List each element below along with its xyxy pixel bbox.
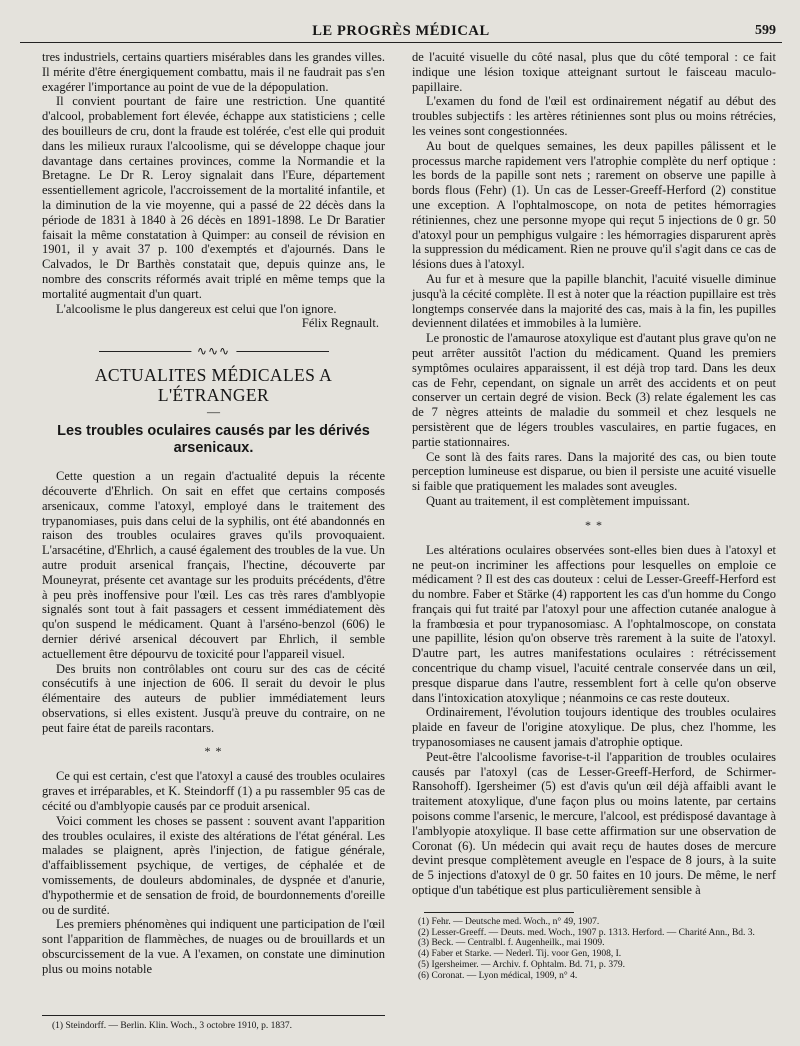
paragraph: Il convient pourtant de faire une restriction. Une quantité d'alcool, probablement fort élevée, échappe aux statisticiens ; celle des bouilleurs de cru, dont la fraude est tolérée, c'est elle qui produit dans les milieux ruraux l'alcoolisme, qui se développe chaque jour davantage dans certaines provinces, comme la Normandie et la Bretagne. Le Dr R. Leroy signalait dans l'Eure, département essentiellement agricole, l'accroissement de la mortalité infantile, et la diminution de la vie moyenne, qui a passé de 22 décès dans la période de 1831 à 1840 à 26 décès en 1891-1898. Le Dr Baratier faisait la même constatation à Quimper: au conseil de révision en 1901, il y avait 37 p. 100 d'exemptés et d'ajournés. Dans le Calvados, le Dr Barthès constatait que, depuis quinze ans, le nombre des conscrits réformés avait triplé en même temps que la mortalité augmentait d'un quart.	[42, 94, 385, 301]
page-header	[20, 20, 782, 43]
asterism-separator: * *	[585, 517, 603, 532]
footnote-item: (5) Igersheimer. — Archiv. f. Ophtalm. Bd. 71, p. 379.	[418, 960, 626, 971]
paragraph: L'alcoolisme le plus dangereux est celui que l'on ignore.	[56, 301, 337, 316]
author-signature: Félix Regnault.	[301, 316, 379, 331]
paragraph: Les altérations oculaires observées sont-elles bien dues à l'atoxyl et ne peut-on incriminer les affections pour lesquelles on emploie ce médicament ? Il est des cas douteux : celui de Lesser-Greeff-Herford est du nombre. Faber et Stärke (4) rapportent les cas d'un homme du Congo français qui fut traité par l'atoxyl pour une affection cutanée analogue à la frambœsia et pour trypanosomiasc. A l'ophtalmoscope, on constata une papillite, lésion qu'on observe très rarement à la suite de l'atoxyl. D'autre part, les autres manifestations oculaires : rétrécissement concentrique du champ visuel, l'acuité centrale conservée dans un œil, presque disparue dans l'autre, ressemblent fort à celle qu'on observe dans l'intoxication atoxylique ; néanmoins ce cas reste douteux.	[412, 542, 776, 705]
ornament-glyph: ∿∿∿	[191, 344, 236, 359]
asterism-separator: * *	[204, 744, 223, 759]
left-footnote	[42, 1015, 385, 1032]
footnotes	[412, 917, 776, 982]
paragraph: Au fur et à mesure que la papille blanchit, l'acuité visuelle diminue jusqu'à la cécité complète. Il est à noter que la réaction pupillaire est très longtemps conservée dans la majorité des cas, mais à la fin, les pupilles deviennent dilatées et immobiles à la lumière.	[412, 271, 776, 331]
footnote-item: (4) Faber et Starke. — Nederl. Tij. voor Gen, 1908, I.	[418, 949, 622, 960]
paragraph: Ce sont là des faits rares. Dans la majorité des cas, ou bien toute perception lumineuse est disparue, ou bien il persiste une acuité visuelle si faible que pratiquement les malades sont aveugles.	[412, 449, 776, 494]
paragraph: Voici comment les choses se passent : souvent avant l'apparition des troubles oculaires, il existe des altérations de l'état général. Les malades se plaignent, après l'injection, de fatigue générale, d'affaiblissement psychique, de vertiges, de céphalée et de vomissements, de douleurs abdominales, de dyspnée et d'anurie, d'hypothermie et de sensation de froid, de bourdonnements d'oreille ou de surdité.	[42, 813, 385, 917]
paragraph: Les premiers phénomènes qui indiquent une participation de l'œil sont l'apparition de flammèches, de nuages ou de brouillards et un obscurcissement de la vue. A l'examen, on constate une diminution plus ou moins notable	[42, 917, 385, 976]
footnote-item: (2) Lesser-Greeff. — Deuts. med. Woch., 1907 p. 1313. Herford. — Charité Ann., Bd. 3.	[418, 927, 755, 938]
section-ornament	[99, 345, 329, 357]
page-number: 599	[755, 23, 776, 38]
section-title: ACTUALITES MÉDICALES A L'ÉTRANGER	[94, 365, 333, 406]
paragraph: Des bruits non contrôlables ont couru sur des cas de cécité consécutifs à une injection de 606. Il serait du devoir le plus élémentaire des auteurs de publier immédiatement leurs observations, si elles existent. Jusqu'à preuve du contraire, on ne peut faire état de pareils racontars.	[42, 661, 385, 735]
paragraph: Ordinairement, l'évolution toujours identique des troubles oculaires plaide en faveur de l'origine atoxylique. De plus, chez l'homme, les trypanosomiases ne causent jamais d'atrophie optique.	[412, 705, 776, 750]
footnote-item: (1) Steindorff. — Berlin. Klin. Woch., 3 octobre 1910, p. 1837.	[52, 1021, 293, 1031]
paragraph: Cette question a un regain d'actualité depuis la récente découverte d'Ehrlich. On sait en effet que certains composés arsenicaux, comme l'atoxyl, employé dans le traitement des trypanomiases, puis dans celui de la syphilis, ont été abandonnés en raison des troubles oculaires graves qu'ils provoquaient. L'arsacétine, d'Ehrlich, a causé également des troubles de la vue. Un autre produit arsenical français, l'hectine, découverte par Mouneyrat, présente cet avantage sur les produits précédents, d'être à peu près inoffensive pour l'œil. Les cas très rares d'amblyopie signalés sont tout à fait passagers et cessent immédiatement dès qu'on suspend le médicament. Quant à l'arséno-benzol (606) le dernier dérivé arsenical découvert par Ehrlich, il semble actuellement être dépourvu de toxicité pour l'appareil visuel.	[42, 469, 385, 661]
paragraph: Quant au traitement, il est complètement impuissant.	[426, 493, 690, 508]
right-column	[412, 50, 776, 1040]
paragraph: L'examen du fond de l'œil est ordinairement négatif au début des troubles subjectifs : les artères rétiniennes sont plus ou moins rétrécies, les veines sont congestionnées.	[412, 94, 776, 138]
left-column	[42, 50, 385, 1040]
article-title: Les troubles oculaires causés par les dérivés arsenicaux.	[57, 423, 370, 457]
footnote-item: (1) Fehr. — Deutsche med. Woch., n° 49, 1907.	[418, 916, 600, 927]
paragraph: de l'acuité visuelle du côté nasal, plus que du côté temporal : ce fait indique une lésion toxique atteignant surtout le faisceau maculo-papillaire.	[412, 50, 776, 94]
paragraph: tres industriels, certains quartiers misérables dans les grandes villes. Il mérite d'être énergiquement combattu, mais il ne faudrait pas s'en exagérer l'importance au point de vue de la dépopulation.	[42, 50, 385, 94]
paragraph: Au bout de quelques semaines, les deux papilles pâlissent et le processus marche rapidement vers l'atrophie complète du nerf optique : les bords de la papille sont nets ; rarement on observe une papille à bords flous (Fehr) (1). Un cas de Lesser-Greeff-Herford (2) constitue une exception. A l'ophtalmoscope, on nota de petites hémorragies rétiniennes, chez une personne myope qui reçut 5 injections de 0 gr. 50 d'atoxyl pour un pemphigus vulgaire : les hémorragies disparurent après la suppression du médicament. Rien ne prouve qu'il s'agit dans ce cas de lésions dues à l'atoxyl.	[412, 138, 776, 272]
footnote-item: (6) Coronat. — Lyon médical, 1909, n° 4.	[418, 970, 578, 981]
footnote-item: (3) Beck. — Centralbl. f. Augenheilk., mai 1909.	[418, 938, 605, 949]
paragraph: Ce qui est certain, c'est que l'atoxyl a causé des troubles oculaires graves et irréparables, et K. Steindorff (1) a pu rassembler 95 cas de cécité ou d'amblyopie causés par ce produit arsenical.	[42, 769, 385, 814]
journal-title: LE PROGRÈS MÉDICAL	[312, 23, 490, 39]
section-dash: —	[207, 404, 220, 420]
paragraph: Le pronostic de l'amaurose atoxylique est d'autant plus grave qu'on ne peut arrêter aussitôt l'action du médicament. Quand les premiers symptômes oculaires apparaissent, il est déjà trop tard. Dans les deux cas de Fehr, cependant, on signale un arrêt des accidents et on peut conserver un certain degré de vision. Beck (3) relate également les cas de 7 nègres atteints de maladie du sommeil et chez lesquels ne persistèrent que de légers troubles vasculaires, en partie fugaces, en partie stationnaires.	[412, 331, 776, 449]
footnote-rule	[424, 912, 574, 913]
paragraph: Peut-être l'alcoolisme favorise-t-il l'apparition de troubles oculaires causés par l'atoxyl (cas de Lesser-Greeff-Herford, de Schirmer-Ransohoff). Igersheimer (5) est d'avis qu'un œil déjà affaibli avant le traitement atoxylique, d'une façon plus ou moins latente, par certains poisons comme l'arsenic, le mercure, l'alcool, est prédisposé davantage à l'amblyopie atoxylique. Il base cette affirmation sur une observation de Coronat (6). Un médecin qui avait reçu de hautes doses de mercure devint presque complètement aveugle en l'espace de 8 jours, à la suite de 5 injections d'atoxyl de 0 gr. 50 faites en 10 jours. De même, le nerf optique d'un tabétique est plus particulièrement sensible à	[412, 749, 776, 898]
